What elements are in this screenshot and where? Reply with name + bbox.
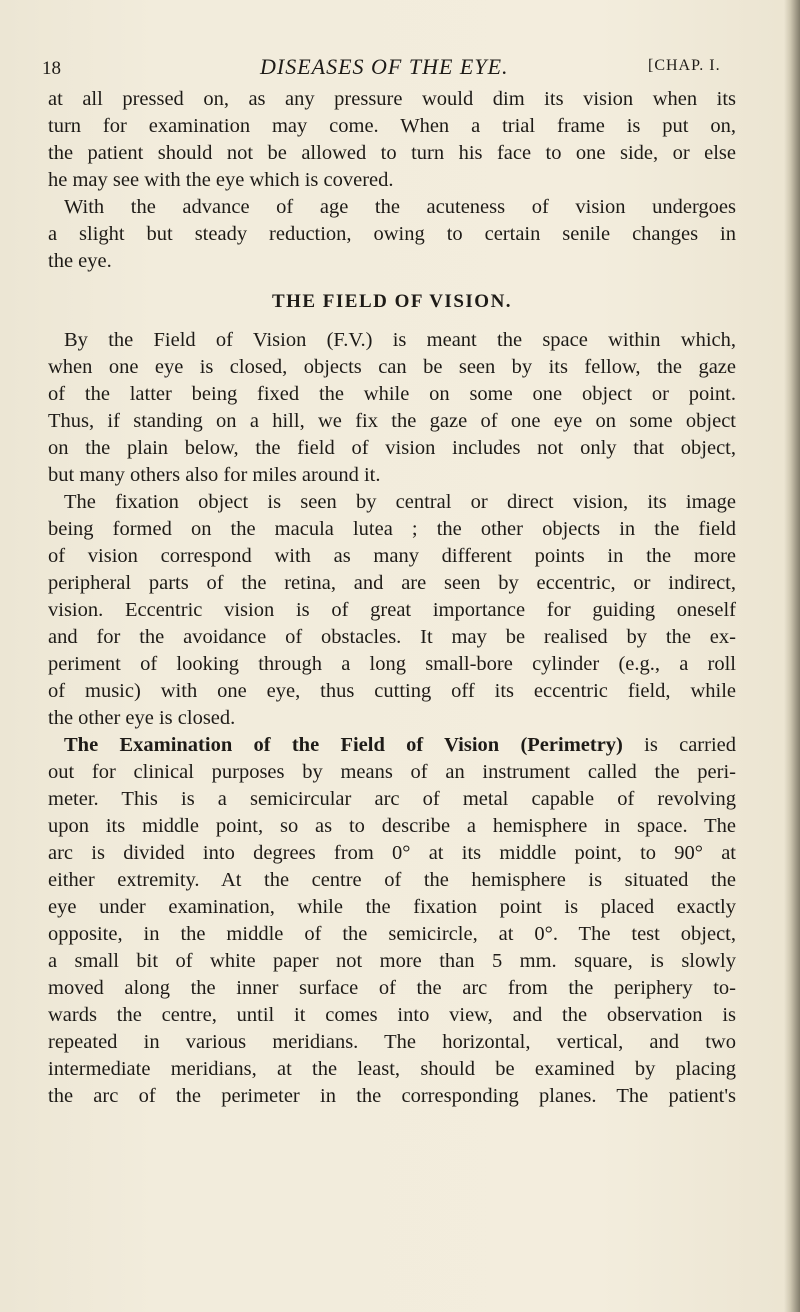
running-title: DISEASES OF THE EYE.	[260, 54, 509, 79]
text-line: The fixation object is seen by central or direct vision, its image	[64, 491, 736, 513]
body-text	[48, 86, 736, 1110]
page-edge-shadow	[784, 0, 800, 1312]
text-line: By the Field of Vision (F.V.) is meant the space within which,	[64, 329, 736, 351]
text-line: the patient should not be allowed to turn his face to one side, or else	[48, 142, 736, 164]
text-line: of vision correspond with as many different points in the more	[48, 545, 736, 567]
text-line: intermediate meridians, at the least, should be examined by placing	[48, 1058, 736, 1080]
text-line: of the latter being fixed the while on some one object or point.	[48, 383, 736, 405]
text-line: vision. Eccentric vision is of great importance for guiding oneself	[48, 599, 736, 621]
section-heading: THE FIELD OF VISION.	[271, 291, 513, 312]
text-line: a small bit of white paper not more than 5 mm. square, is slowly	[48, 950, 736, 972]
text-line: the eye.	[48, 250, 112, 272]
text-line: he may see with the eye which is covered.	[48, 169, 394, 191]
text-line: With the advance of age the acuteness of vision undergoes	[64, 196, 736, 218]
text-line: opposite, in the middle of the semicircle, at 0°. The test object,	[48, 923, 736, 945]
text-line: moved along the inner surface of the arc from the periphery to-	[48, 977, 736, 999]
text-line: being formed on the macula lutea ; the other objects in the field	[48, 518, 736, 540]
text-fragment: is carried	[622, 734, 736, 756]
text-line	[48, 732, 736, 759]
text-line: the arc of the perimeter in the corresponding planes. The patient's	[48, 1085, 736, 1107]
text-line: when one eye is closed, objects can be seen by its fellow, the gaze	[48, 356, 736, 378]
text-line: periment of looking through a long small-bore cylinder (e.g., a roll	[48, 653, 736, 675]
text-line: either extremity. At the centre of the hemisphere is situated the	[48, 869, 736, 891]
text-line: eye under examination, while the fixation point is placed exactly	[48, 896, 736, 918]
text-line: out for clinical purposes by means of an instrument called the peri-	[48, 761, 736, 783]
text-line: the other eye is closed.	[48, 707, 236, 729]
text-line: meter. This is a semicircular arc of metal capable of revolving	[48, 788, 736, 810]
text-line: arc is divided into degrees from 0° at its middle point, to 90° at	[48, 842, 736, 864]
text-line: and for the avoidance of obstacles. It may be realised by the ex-	[48, 626, 736, 648]
text-line: wards the centre, until it comes into view, and the observation is	[48, 1004, 736, 1026]
text-line: of music) with one eye, thus cutting off its eccentric field, while	[48, 680, 736, 702]
text-line: but many others also for miles around it.	[48, 464, 381, 486]
text-line: a slight but steady reduction, owing to certain senile changes in	[48, 223, 736, 245]
text-line: Thus, if standing on a hill, we fix the gaze of one eye on some object	[48, 410, 736, 432]
perimetry-subheading: The Examination of the Field of Vision (Perimetry)	[64, 734, 623, 756]
page-number: 18	[42, 58, 61, 79]
text-line: at all pressed on, as any pressure would dim its vision when its	[48, 88, 736, 110]
text-line: on the plain below, the field of vision includes not only that object,	[48, 437, 736, 459]
text-line: turn for examination may come. When a trial frame is put on,	[48, 115, 736, 137]
chapter-label: [CHAP. I.	[648, 57, 721, 74]
text-line: upon its middle point, so as to describe a hemisphere in space. The	[48, 815, 736, 837]
text-line: peripheral parts of the retina, and are seen by eccentric, or indirect,	[48, 572, 736, 594]
running-header	[40, 54, 740, 84]
text-line: repeated in various meridians. The horizontal, vertical, and two	[48, 1031, 736, 1053]
